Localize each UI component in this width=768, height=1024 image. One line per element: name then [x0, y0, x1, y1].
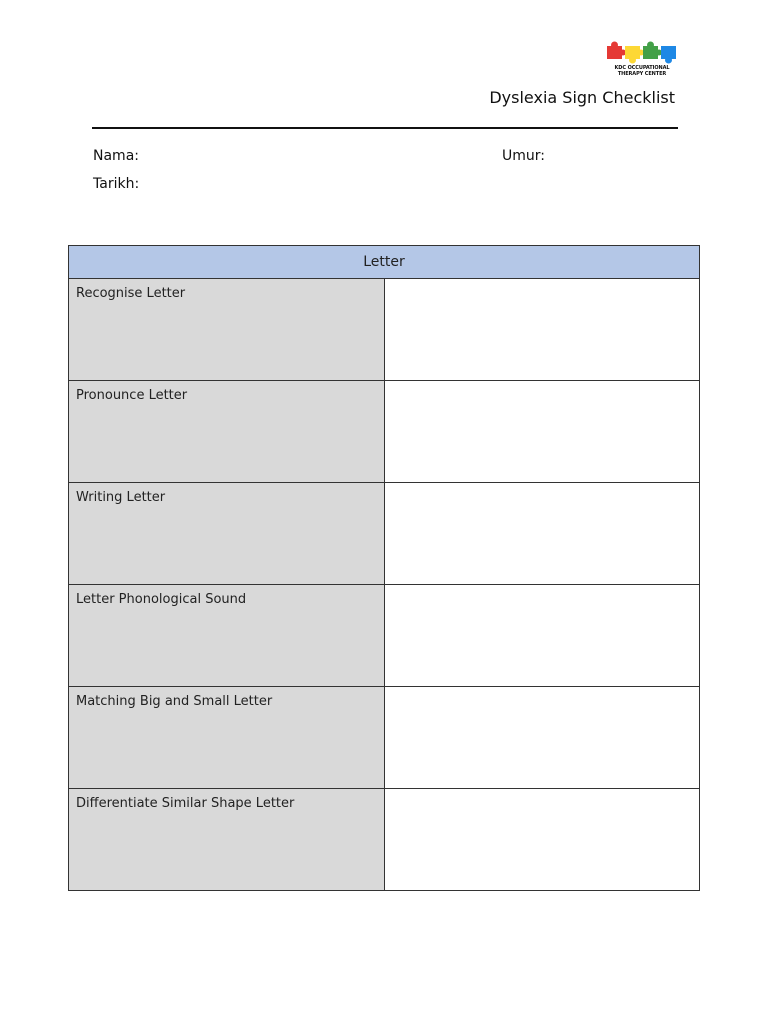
umur-label: Umur:	[502, 148, 545, 164]
table-header-row	[69, 246, 700, 279]
header-divider	[92, 127, 678, 129]
row-label: Differentiate Similar Shape Letter	[69, 789, 385, 891]
logo-text: KDC OCCUPATIONAL THERAPY CENTER	[614, 65, 670, 77]
row-entry-cell[interactable]	[384, 483, 700, 585]
table-row	[69, 789, 700, 891]
letter-checklist-table	[68, 245, 700, 891]
table-row	[69, 687, 700, 789]
row-label: Letter Phonological Sound	[69, 585, 385, 687]
row-entry-cell[interactable]	[384, 789, 700, 891]
document-title: Dyslexia Sign Checklist	[489, 88, 675, 107]
row-label: Pronounce Letter	[69, 381, 385, 483]
row-entry-cell[interactable]	[384, 585, 700, 687]
table-row	[69, 381, 700, 483]
logo	[605, 40, 679, 80]
puzzle-pieces-icon	[605, 40, 679, 64]
row-label: Recognise Letter	[69, 279, 385, 381]
row-label: Matching Big and Small Letter	[69, 687, 385, 789]
row-entry-cell[interactable]	[384, 687, 700, 789]
nama-label: Nama:	[93, 148, 139, 164]
row-entry-cell[interactable]	[384, 381, 700, 483]
table-row	[69, 585, 700, 687]
row-label: Writing Letter	[69, 483, 385, 585]
row-entry-cell[interactable]	[384, 279, 700, 381]
table-row	[69, 279, 700, 381]
tarikh-label: Tarikh:	[93, 176, 140, 192]
table-heading: Letter	[69, 246, 700, 279]
table-row	[69, 483, 700, 585]
